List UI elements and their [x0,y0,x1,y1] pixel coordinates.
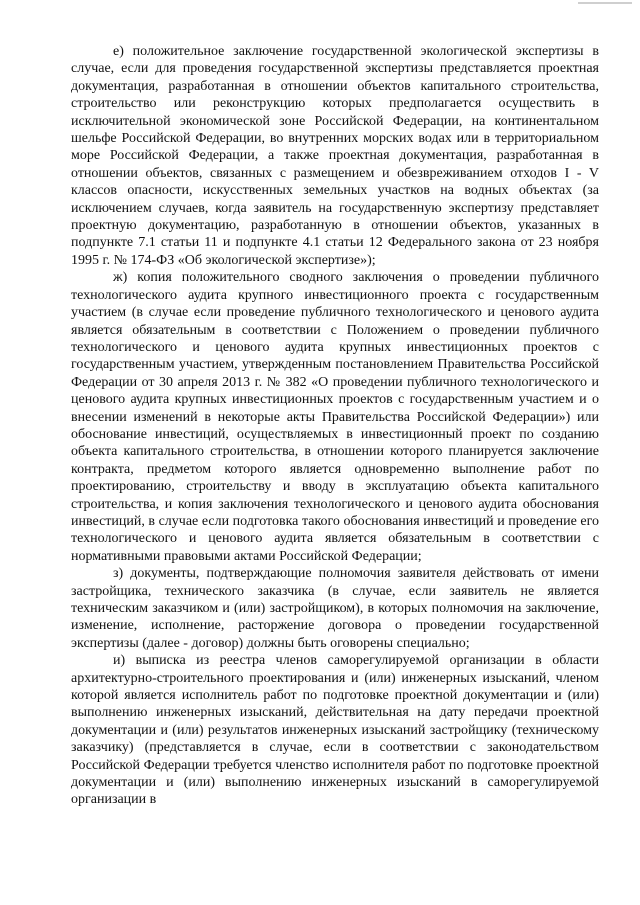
document-body [71,43,599,809]
paragraph-e: е) положительное заключение государственной экологической экспертизы в случае, если для проведения государственной экспертизы представляется проектная документация, разработанная в отношении объектов капитального строительства, строительство или реконструкцию которых предполагается осуществить в исключительной экономической зоне Российской Федерации, на континентальном шельфе Российской Федерации, во внутренних морских водах или в территориальном море Российской Федерации, а также проектная документация, разработанная в отношении объектов, связанных с размещением и обезвреживанием отходов I - V классов опасности, искусственных земельных участков на водных объектах (за исключением случаев, когда заявитель на государственную экспертизу представляет проектную документацию, разработанную в отношении объектов, указанных в подпункте 7.1 статьи 11 и подпункте 4.1 статьи 12 Федерального закона от 23 ноября 1995 г. № 174-ФЗ «Об экологической экспертизе»); [71,44,599,268]
paragraph-zh: ж) копия положительного сводного заключения о проведении публичного технологического аудита крупного инвестиционного проекта с государственным участием (в случае если проведение публичного технологического и ценового аудита является обязательным в соответствии с Положением о проведении публичного технологического и ценового аудита крупных инвестиционных проектов с государственным участием, утвержденным постановлением Правительства Российской Федерации от 30 апреля 2013 г. № 382 «О проведении публичного технологического и ценового аудита крупных инвестиционных проектов с государственным участием и о внесении изменений в некоторые акты Правительства Российской Федерации») или обоснование инвестиций, осуществляемых в инвестиционный проект по созданию объекта капитального строительства, в отношении которого планируется заключение контракта, предметом которого является одновременно выполнение работ по проектированию, строительству и вводу в эксплуатацию объекта капитального строительства, и копия заключения технологического и ценового аудита обоснования инвестиций, в случае если подготовка такого обоснования инвестиций и проведение его технологического и ценового аудита является обязательным в соответствии с нормативными правовыми актами Российской Федерации; [71,270,599,564]
scan-artifact [578,2,632,4]
paragraph-z: з) документы, подтверждающие полномочия заявителя действовать от имени застройщика, технического заказчика (в случае, если заявитель не является техническим заказчиком и (или) застройщиком), в которых полномочия на заключение, изменение, исполнение, расторжение договора о проведении государственной экспертизы (далее - договор) должны быть оговорены специально; [71,566,599,651]
paragraph-i: и) выписка из реестра членов саморегулируемой организации в области архитектурно-строительного проектирования и (или) инженерных изысканий, членом которой является исполнитель работ по подготовке проектной документации и (или) выполнению инженерных изысканий, действительная на дату передачи проектной документации и (или) результатов инженерных изысканий застройщику (техническому заказчику) (представляется в случае, если в соответствии с законодательством Российской Федерации требуется членство исполнителя работ по подготовке проектной документации и (или) выполнению инженерных изысканий в саморегулируемой организации в [71,653,599,808]
